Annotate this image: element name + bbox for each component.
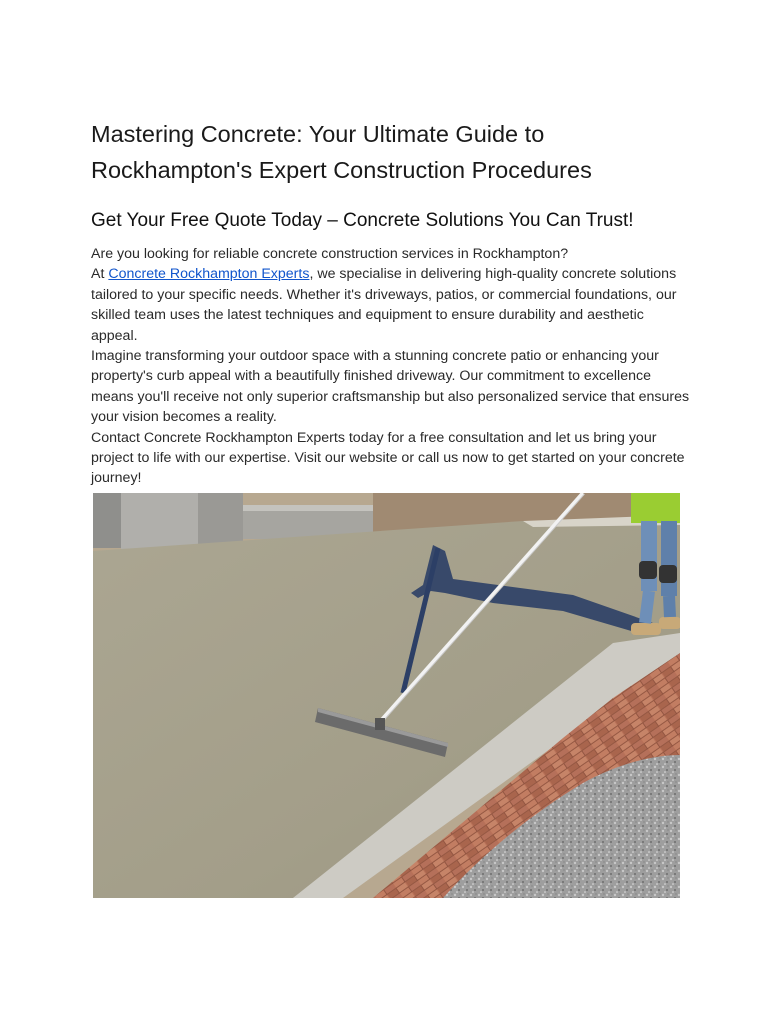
intro-paragraph: Are you looking for reliable concrete construction services in Rockhampton? [91,246,569,262]
contact-paragraph: Contact Concrete Rockhampton Experts today for a free consultation and let us bring your project to life with our expertise. Visit our website or call us now to get started on your concrete journey! [91,429,685,487]
title-line-1: Mastering Concrete: Your Ultimate Guide to [91,121,545,147]
concrete-screeding-photo [93,493,680,898]
document-subtitle: Get Your Free Quote Today – Concrete Solutions You Can Trust! [91,210,634,231]
company-paragraph [91,264,691,346]
paragraph-prefix: At [91,266,109,283]
vision-paragraph: Imagine transforming your outdoor space with a stunning concrete patio or enhancing your property's curb appeal with a beautifully finished driveway. Our commitment to excellence means you'll receive not only superior craftsmanship but also personalized service that ensures your vision becomes a reality. [91,348,690,426]
title-line-2: Rockhampton's Expert Construction Procedures [91,157,592,183]
company-link[interactable]: Concrete Rockhampton Experts [108,266,310,283]
document-title [91,116,711,188]
document-body [91,244,691,489]
paragraph-suffix: , we specialise in delivering high-quality concrete solutions tailored to your specific needs. Whether it's driveways, patios, or commercial foundations, our skilled team uses the latest techniques and equipment to ensure durability and aesthetic appeal. [91,266,677,344]
